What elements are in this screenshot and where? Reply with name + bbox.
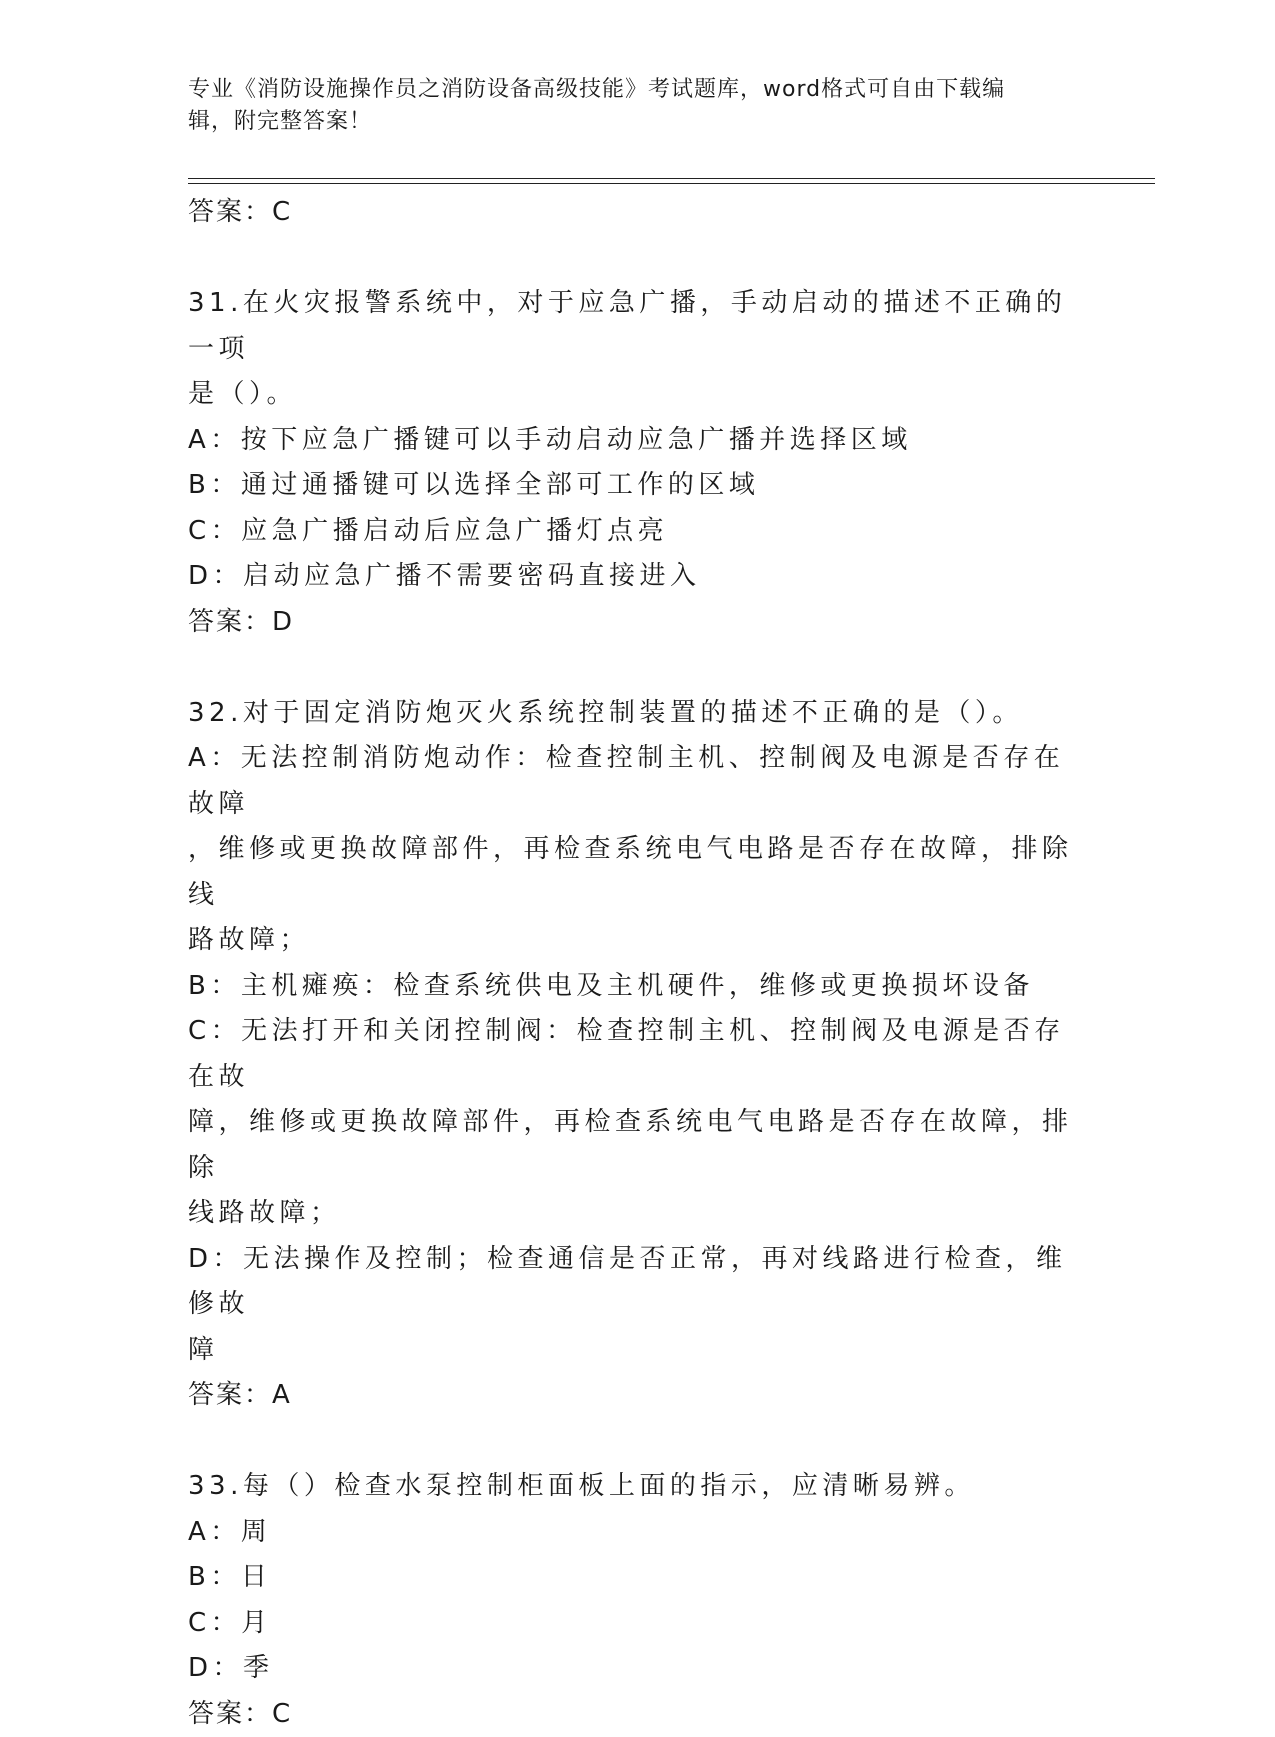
option-d: D：季: [188, 1646, 1088, 1692]
question-stem-line: 是（）。: [188, 372, 1088, 418]
option-c: C：无法打开和关闭控制阀：检查控制主机、控制阀及电源是否存在故: [188, 1009, 1088, 1100]
option-a: A：按下应急广播键可以手动启动应急广播并选择区域: [188, 418, 1088, 464]
answer-line: 答案：C: [188, 190, 1088, 236]
spacer: [188, 645, 1088, 691]
spacer: [188, 1419, 1088, 1465]
option-a: A：无法控制消防炮动作：检查控制主机、控制阀及电源是否存在故障: [188, 736, 1088, 827]
option-a-continued: ，维修或更换故障部件，再检查系统电气电路是否存在故障，排除线: [188, 827, 1088, 918]
question-stem-line: 32.对于固定消防炮灭火系统控制装置的描述不正确的是（）。: [188, 691, 1088, 737]
answer-line: 答案：A: [188, 1373, 1088, 1419]
option-b: B：通过通播键可以选择全部可工作的区域: [188, 463, 1088, 509]
question-stem-line: 31.在火灾报警系统中，对于应急广播，手动启动的描述不正确的一项: [188, 281, 1088, 372]
option-c: C：应急广播启动后应急广播灯点亮: [188, 509, 1088, 555]
option-a: A：周: [188, 1510, 1088, 1556]
header-line-1: 专业《消防设施操作员之消防设备高级技能》考试题库，word格式可自由下载编: [188, 74, 1068, 106]
header-divider-bottom: [188, 183, 1155, 184]
question-33: [188, 1464, 1088, 1737]
header-line-2: 辑，附完整答案！: [188, 106, 1068, 138]
spacer: [188, 236, 1088, 282]
option-c-continued: 线路故障；: [188, 1191, 1088, 1237]
option-d: D：启动应急广播不需要密码直接进入: [188, 554, 1088, 600]
question-list: [188, 190, 1088, 1737]
option-d: D：无法操作及控制；检查通信是否正常，再对线路进行检查，维修故: [188, 1237, 1088, 1328]
answer-line: 答案：D: [188, 600, 1088, 646]
header-divider-top: [188, 178, 1155, 179]
option-a-continued: 路故障；: [188, 918, 1088, 964]
question-31: [188, 281, 1088, 645]
option-c-continued: 障，维修或更换故障部件，再检查系统电气电路是否存在故障，排除: [188, 1100, 1088, 1191]
answer-line: 答案：C: [188, 1692, 1088, 1737]
option-c: C：月: [188, 1601, 1088, 1647]
option-b: B：主机瘫痪：检查系统供电及主机硬件，维修或更换损坏设备: [188, 964, 1088, 1010]
option-d-continued: 障: [188, 1328, 1088, 1374]
document-header: [188, 74, 1068, 138]
question-stem-line: 33.每（）检查水泵控制柜面板上面的指示，应清晰易辨。: [188, 1464, 1088, 1510]
option-b: B：日: [188, 1555, 1088, 1601]
question-32: [188, 691, 1088, 1419]
